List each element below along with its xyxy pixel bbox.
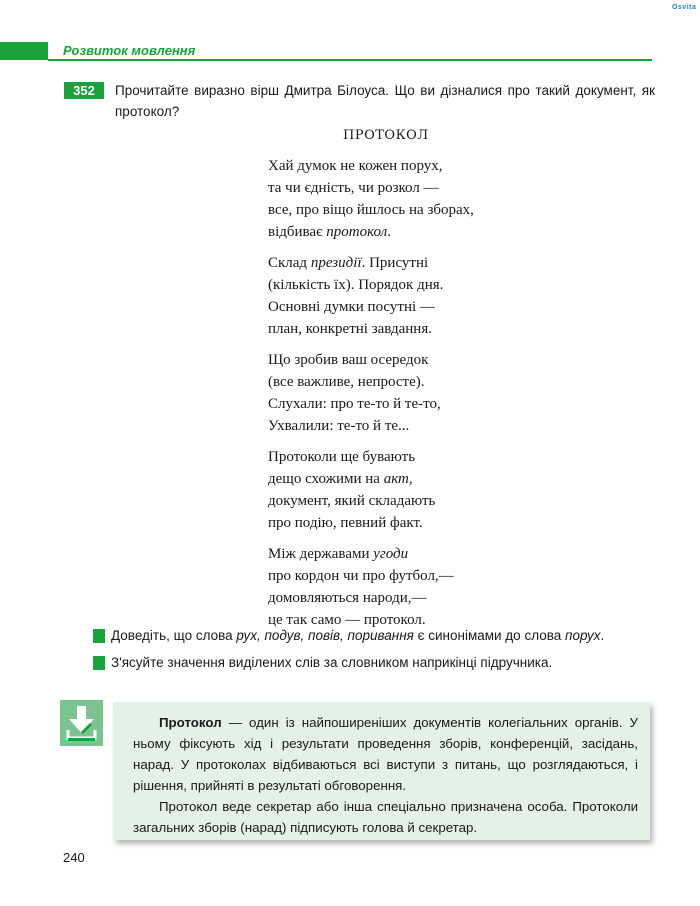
bullet-text: З'ясуйте значення виділених слів за словником наприкінці підручника.: [111, 655, 553, 670]
poem-line: дещо схожими на акт,: [268, 471, 413, 487]
poem-line: документ, який складають: [268, 493, 436, 509]
poem-line: це так само — протокол.: [268, 612, 426, 628]
definition-paragraph-2: Протокол веде секретар або інша спеціально призначена особа. Протоколи загальних зборів (нарад) підписують голова й секретар.: [133, 799, 638, 835]
poem-stanza: [268, 349, 474, 437]
green-square-bullet-icon: [93, 656, 105, 670]
poem-line: Протоколи ще бувають: [268, 449, 416, 465]
poem-line: Ухвалили: те-то й те...: [268, 418, 410, 434]
poem-line: та чи єдність, чи розкол —: [268, 180, 439, 196]
poem-line: план, конкретні завдання.: [268, 321, 432, 337]
definition-box: [113, 702, 650, 840]
bullet-task-synonyms: [93, 628, 604, 643]
poem-line: Склад президії. Присутні: [268, 255, 429, 271]
poem-line: Слухали: про те-то й те-то,: [268, 396, 441, 412]
section-header-rule: [48, 59, 652, 61]
poem-line: Між державами угоди: [268, 546, 409, 562]
task-number-badge: 352: [64, 82, 104, 99]
definition-text: — один із найпоширеніших документів колегіальних органів. У ньому фіксують хід і результати проведення зборів, конференцій, засідань, нарад. У протоколах відбиваються всі виступи з питань, що розглядаються, і рішення, прийняті в результаті обговорення.: [133, 715, 638, 793]
section-header-band: [0, 42, 48, 60]
poem-stanza: [268, 446, 474, 534]
poem-line: (кількість їх). Порядок дня.: [268, 277, 444, 293]
poem-line: домовляються народи,—: [268, 590, 427, 606]
poem-stanza: [268, 252, 474, 340]
poem-line: Хай думок не кожен порух,: [268, 158, 443, 174]
poem-line: Що зробив ваш осередок: [268, 352, 429, 368]
poem-line: про подію, певний факт.: [268, 515, 423, 531]
poem-line: відбиває протокол.: [268, 224, 391, 240]
poem-line: Основні думки посутні —: [268, 299, 435, 315]
bullet-text: Доведіть, що слова рух, подув, повів, поривання є синонімами до слова порух.: [111, 628, 605, 643]
bullet-task-dictionary: [93, 655, 552, 670]
download-tray-icon: [60, 700, 103, 746]
poem-line: все, про віщо йшлось на зборах,: [268, 202, 474, 218]
poem-title: ПРОТОКОЛ: [343, 128, 429, 143]
page-number: 240: [63, 850, 85, 865]
green-square-bullet-icon: [93, 629, 105, 643]
section-title: Розвиток мовлення: [63, 43, 196, 58]
publisher-logo: Osvita: [672, 4, 697, 11]
task-instruction: Прочитайте виразно вірш Дмитра Білоуса. Що ви дізналися про такий документ, як протокол?: [115, 83, 655, 119]
poem-stanza: [268, 543, 474, 631]
poem-line: про кордон чи про футбол,—: [268, 568, 454, 584]
poem: [268, 155, 474, 640]
definition-paragraph: [133, 712, 638, 796]
poem-stanza: [268, 155, 474, 243]
defined-term: Протокол: [159, 715, 222, 730]
poem-line: (все важливе, непросте).: [268, 374, 425, 390]
